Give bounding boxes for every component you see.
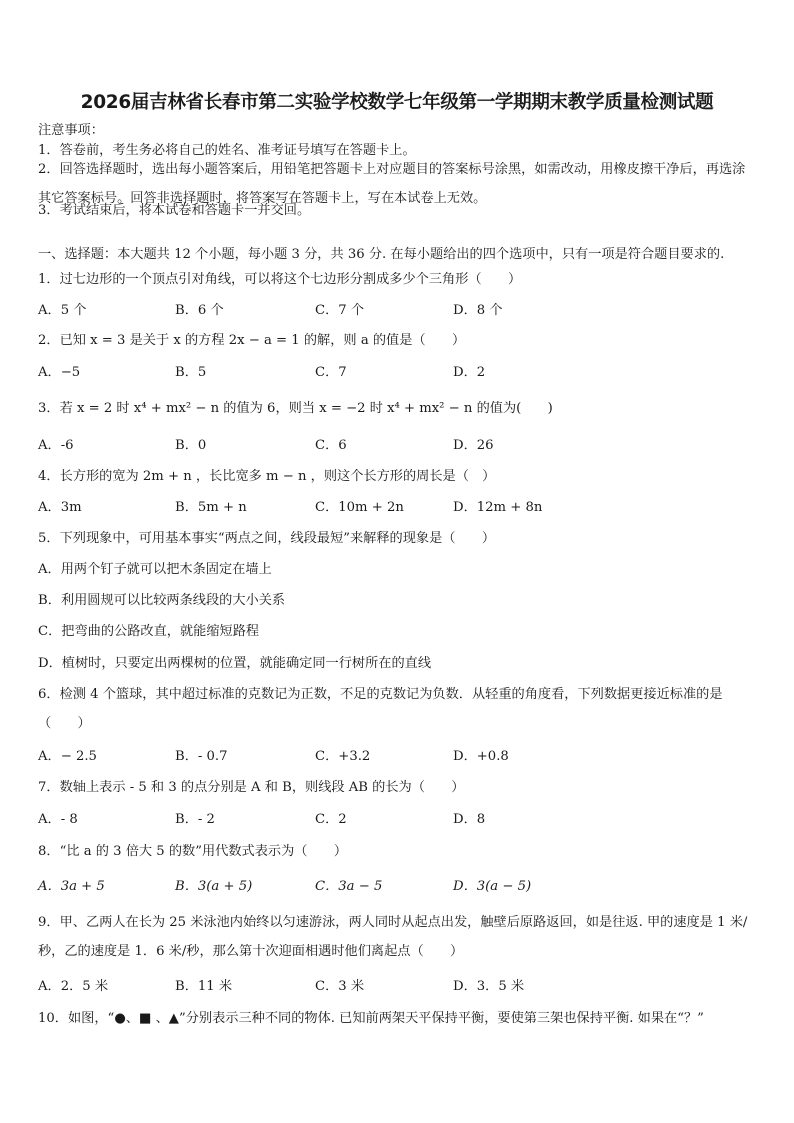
q6-option-d: D．+0.8 xyxy=(453,749,509,764)
notice-heading: 注意事项： xyxy=(38,123,104,138)
q1-option-c: C．7 个 xyxy=(315,303,365,318)
q4-option-d: D．12m + 8n xyxy=(453,500,543,515)
q7-option-d: D．8 xyxy=(453,812,486,827)
notice-item-1: 1．答卷前，考生务必将自己的姓名、准考证号填写在答题卡上。 xyxy=(38,143,416,158)
q5-option-c: C．把弯曲的公路改直，就能缩短路程 xyxy=(38,624,260,639)
question-7-stem: 7．数轴上表示 - 5 和 3 的点分别是 A 和 B，则线段 AB 的长为（ ） xyxy=(38,780,465,795)
q1-option-a: A．5 个 xyxy=(38,303,87,318)
q6-option-a: A．− 2.5 xyxy=(38,749,97,764)
question-3-stem: 3．若 x = 2 时 x⁴ + mx² − n 的值为 6，则当 x = −2 时 x⁴ + mx² − n 的值为( ) xyxy=(38,401,553,416)
q8-option-b: B．3(a + 5) xyxy=(175,879,253,894)
question-2-stem: 2．已知 x = 3 是关于 x 的方程 2x − a = 1 的解，则 a 的值是（ ） xyxy=(38,333,466,348)
q1-option-b: B．6 个 xyxy=(175,303,224,318)
q9-option-c: C．3 米 xyxy=(315,979,365,994)
question-8-stem: 8．“比 a 的 3 倍大 5 的数”用代数式表示为（ ） xyxy=(38,844,348,859)
question-6-stem: 6．检测 4 个篮球，其中超过标准的克数记为正数，不足的克数记为负数．从轻重的角度看，下列数据更接近标准的是（ ） xyxy=(38,687,723,731)
q2-option-b: B．5 xyxy=(175,365,207,380)
q3-option-b: B．0 xyxy=(175,438,207,453)
question-10-stem: 10．如图，“●、■ 、▲”分别表示三种不同的物体. 已知前两架天平保持平衡，要使第三架也保持平衡. 如果在“？” xyxy=(38,1011,704,1026)
q6-option-c: C．+3.2 xyxy=(315,749,371,764)
q9-option-d: D．3．5 米 xyxy=(453,979,525,994)
question-4-stem: 4．长方形的宽为 2m + n ，长比宽多 m − n ，则这个长方形的周长是（ ） xyxy=(38,469,496,484)
q4-option-b: B．5m + n xyxy=(175,500,247,515)
q2-option-d: D．2 xyxy=(453,365,486,380)
question-9-stem: 9．甲、乙两人在长为 25 米泳池内始终以匀速游泳，两人同时从起点出发，触壁后原路返回，如是往返. 甲的速度是 1 米/秒，乙的速度是 1．6 米/秒，那么第十次迎面相遇时他们离起点（ ） xyxy=(38,915,748,959)
q5-option-d: D．植树时，只要定出两棵树的位置，就能确定同一行树所在的直线 xyxy=(38,656,432,671)
q9-option-a: A．2．5 米 xyxy=(38,979,109,994)
q1-option-d: D．8 个 xyxy=(453,303,503,318)
notice-item-2: 2．回答选择题时，选出每小题答案后，用铅笔把答题卡上对应题目的答案标号涂黑，如需改动，用橡皮擦干净后，再选涂其它答案标号。回答非选择题时，将答案写在答题卡上，写在本试卷上无效。 xyxy=(38,162,746,206)
q9-option-b: B．11 米 xyxy=(175,979,233,994)
q8-option-d: D．3(a − 5) xyxy=(453,879,532,894)
q3-option-d: D．26 xyxy=(453,438,494,453)
q8-option-a: A．3a + 5 xyxy=(38,879,105,894)
q7-option-a: A．- 8 xyxy=(38,812,78,827)
notice-item-3: 3．考试结束后，将本试卷和答题卡一并交回。 xyxy=(38,203,311,218)
page-title: 2026届吉林省长春市第二实验学校数学七年级第一学期期末教学质量检测试题 xyxy=(80,92,714,113)
q2-option-c: C．7 xyxy=(315,365,347,380)
q5-option-b: B．利用圆规可以比较两条线段的大小关系 xyxy=(38,593,286,608)
q4-option-a: A．3m xyxy=(38,500,82,515)
q4-option-c: C．10m + 2n xyxy=(315,500,404,515)
question-1-stem: 1．过七边形的一个顶点引对角线，可以将这个七边形分割成多少个三角形（ ） xyxy=(38,272,522,287)
q7-option-c: C．2 xyxy=(315,812,347,827)
q8-option-c: C．3a − 5 xyxy=(315,879,383,894)
q7-option-b: B．- 2 xyxy=(175,812,215,827)
q5-option-a: A．用两个钉子就可以把木条固定在墙上 xyxy=(38,562,272,577)
section-heading: 一、选择题：本大题共 12 个小题，每小题 3 分，共 36 分. 在每小题给出的四个选项中，只有一项是符合题目要求的. xyxy=(38,247,725,262)
question-5-stem: 5．下列现象中，可用基本事实“两点之间，线段最短”来解释的现象是（ ） xyxy=(38,531,496,546)
q2-option-a: A．−5 xyxy=(38,365,81,380)
q3-option-c: C．6 xyxy=(315,438,347,453)
q3-option-a: A．-6 xyxy=(38,438,74,453)
q6-option-b: B．- 0.7 xyxy=(175,749,228,764)
